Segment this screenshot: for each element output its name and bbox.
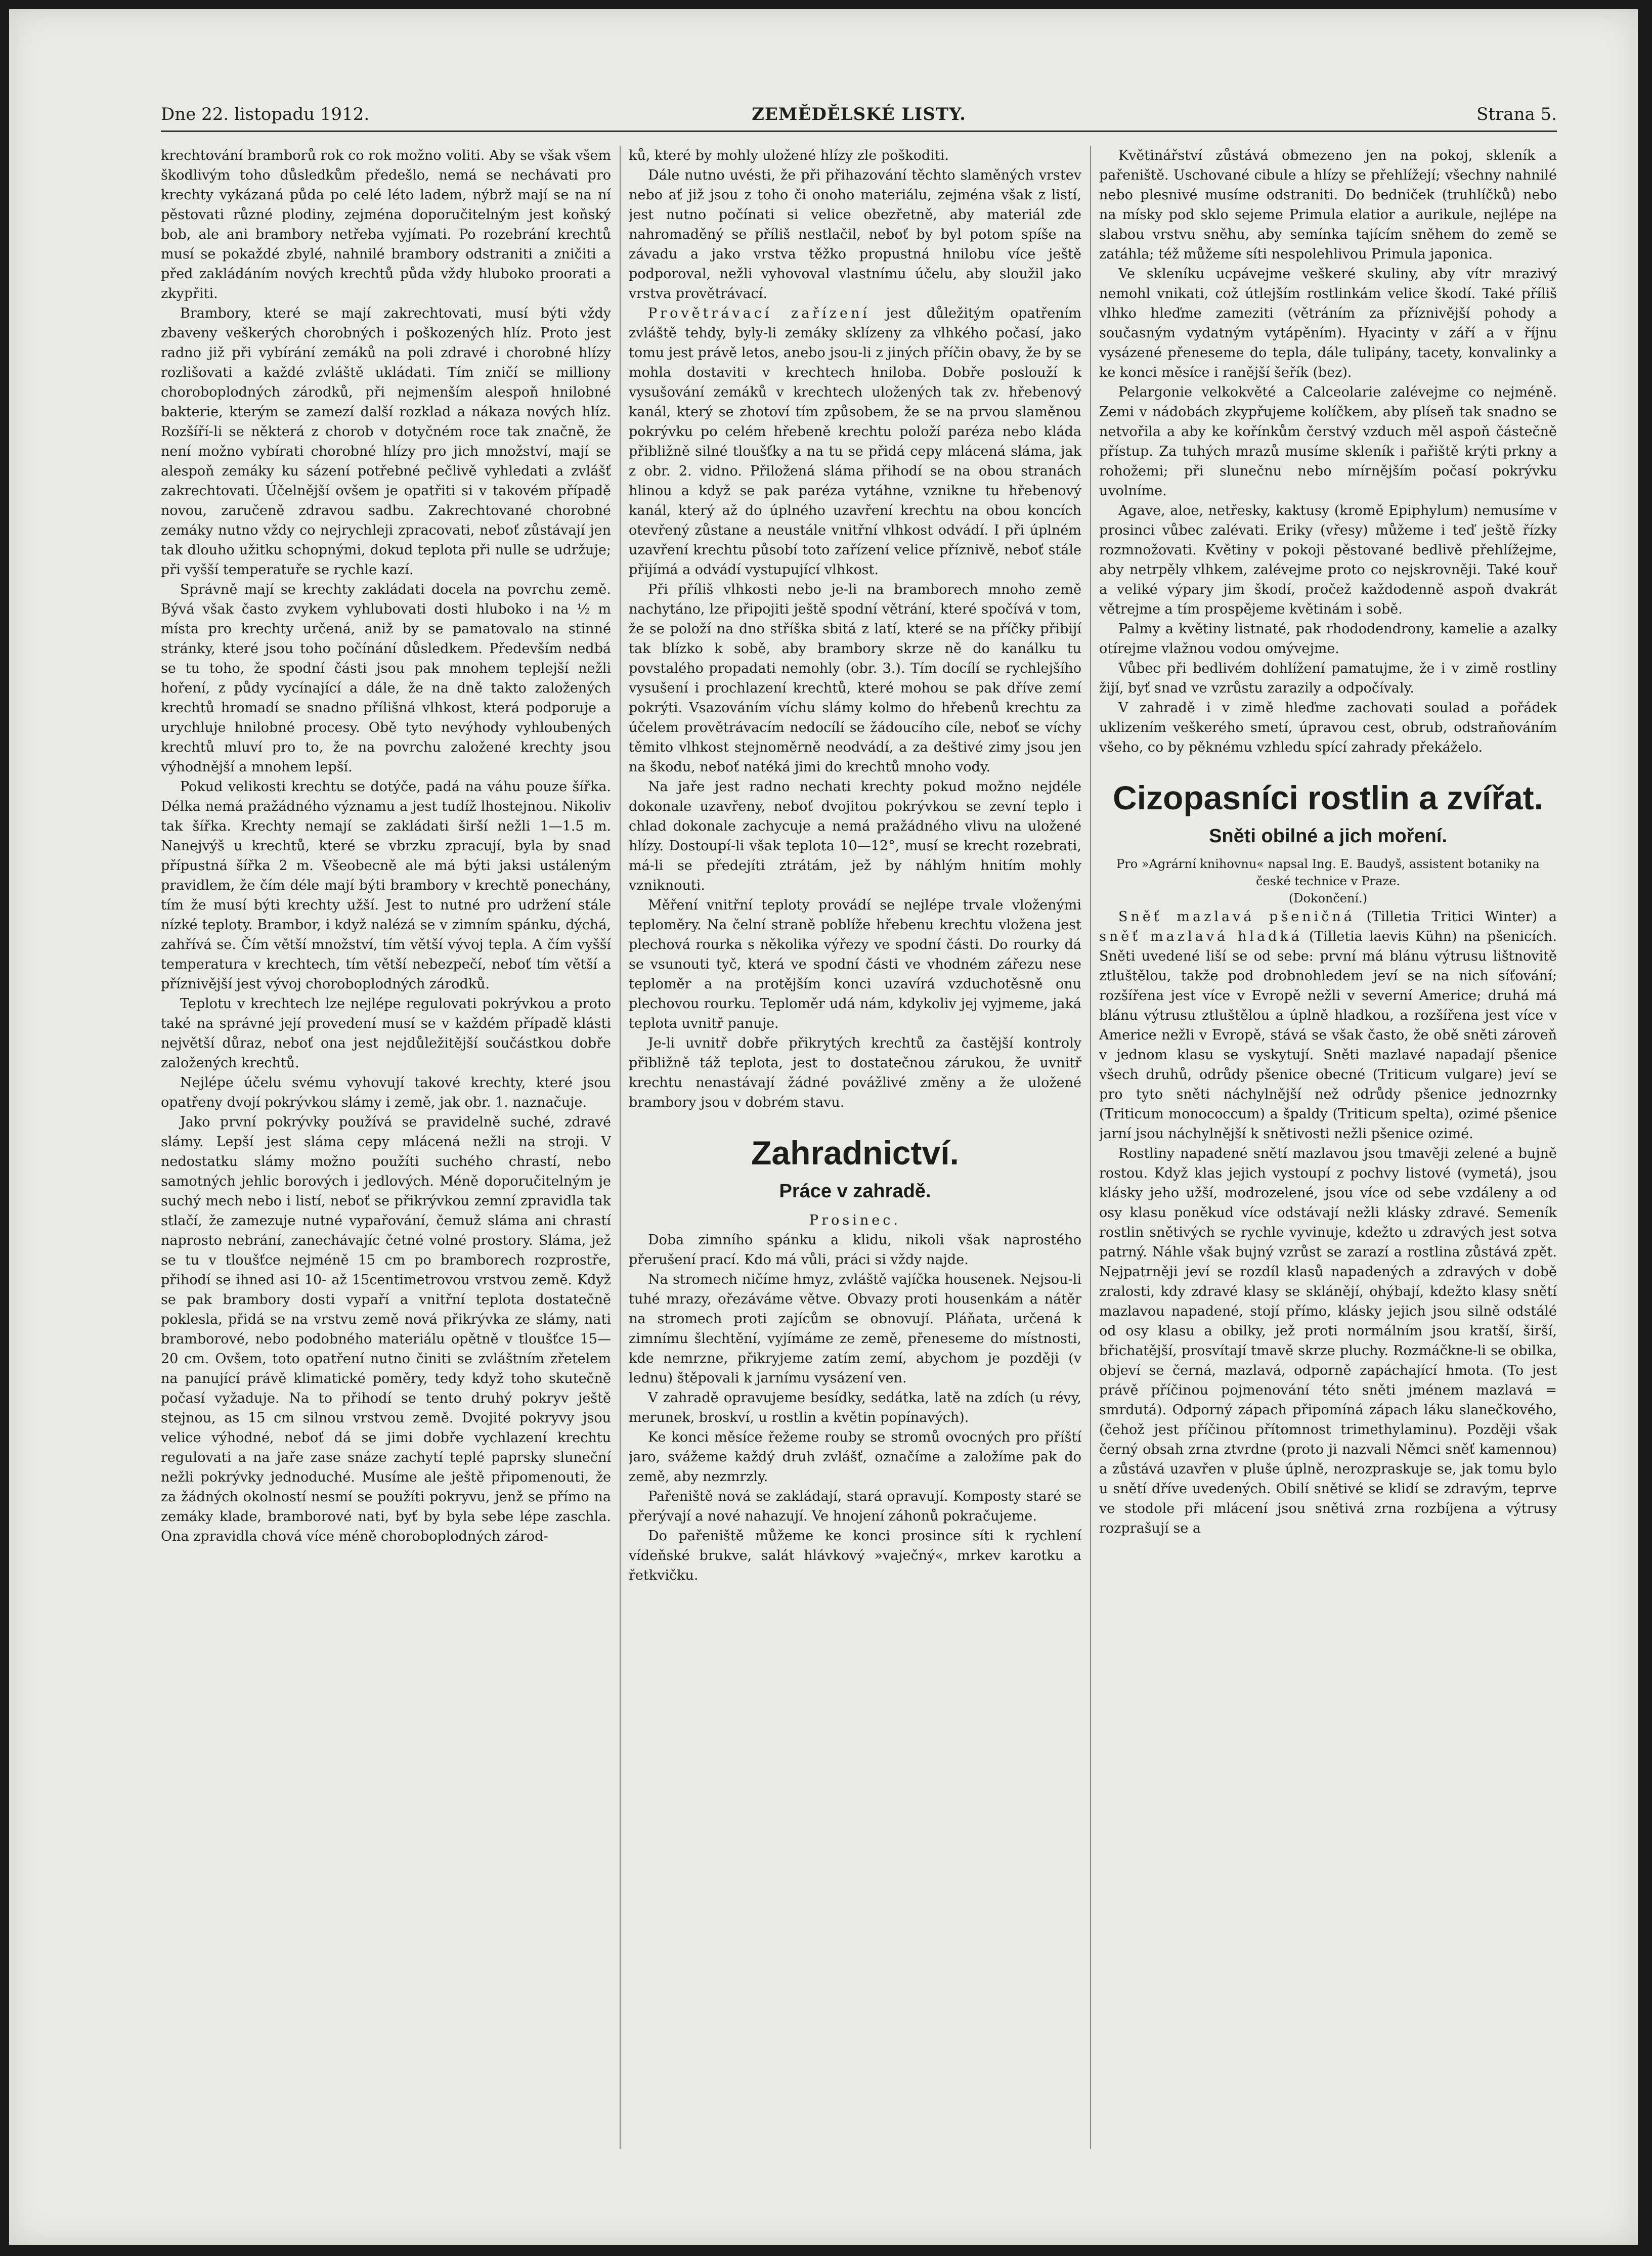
column-2 [629, 146, 1081, 2149]
article-paragraph: Je-li uvnitř dobře přikrytých krechtů za častější kontroly přibližně táž teplota, jest to dostatečnou zárukou, že uvnitř krechtu nenastávají žádné povážlivé změny a že uložené brambory jsou v dobrém stavu. [629, 1035, 1081, 1110]
article-paragraph: Agave, aloe, netřesky, kaktusy (kromě Epiphylum) nemusíme v prosinci vůbec zalévati. Eriky (vřesy) můžeme i teď ještě řízky rozmnožovati. Květiny v pokoji pěstované bedlivě přehlížejme, aby netrpěly vlhkem, zalévejme proto co nejskrovněji. Také kouř a veliké výpary jim škodí, pročež každodenně aspoň dvakrát větrejme a tím prospějeme květinám i sobě. [1099, 503, 1557, 617]
article-paragraph: Brambory, které se mají zakrechtovati, musí býti vždy zbaveny veškerých chorobných i poškozených hlíz. Proto jest radno již při vybírání zemáků na poli zdravé i chorobné hlízy rozlišovati a každé zvláště ukládati. Tím zničí se milliony choroboplodných zárodků, při nejmenším alespoň hnilobné bakterie, kterým se zamezí další rozklad a nákaza nových hlíz. Rozšíří-li se některá z chorob v dotyčném roce tak značně, že není možno vybírati chorobné hlízy pro jich množství, mají se alespoň zemáky ku sázení potřebné pečlivě vyhledati a zvlášť zakrechtovati. Účelnější ovšem je opatřiti si v takovém případě novou, zaručeně zdravou sadbu. Zakrechtované chorobné zemáky nutno vždy co nejrychleji zpracovati, neboť zůstávají jen tak dlouho užitku schopnými, dokud teplota při nulle se udržuje; při vyšší temperatuře se rychle kazí. [161, 306, 611, 578]
emphasis-term: sněť mazlavá hladká [1099, 929, 1302, 944]
paragraph-text: jest důležitým opatřením zvláště tehdy, byly-li zemáky sklízeny za vlhkého počasí, jako tomu jest právě letos, anebo jsou-li z jiných příčin obavy, že by se mohla dostaviti v krechtech hniloba. Dobře poslouží k vysušování zemáků v krechtech uložených tak zv. hřebenový kanál, který se zhotoví tím způsobem, že se na prvou slaměnou pokrývku po celém hřebeně krechtu položí paréza nebo kláda přibližně silné tloušťky a na tu se přidá cepy mlácená sláma, jak z obr. 2. vidno. Přiložená sláma přihodí se na obou stranách hlinou a když se pak paréza vytáhne, vznikne tu hřebenový kanál, který až do úplného uzavření krechtu na obou koncích otevřený zůstane a neustále vnitřní vlhkost odvádí. I při úplném uzavření krechtu působí toto zařízení velice příznivě, neboť stále přijímá a odvádí vystupující vlhkost. [629, 306, 1081, 578]
newspaper-page [9, 9, 1638, 2245]
article-paragraph: V zahradě opravujeme besídky, sedátka, latě na zdích (u révy, merunek, broskví, u rostlin a květin popínavých). [629, 1390, 1081, 1425]
article-paragraph: Správně mají se krechty zakládati docela na povrchu země. Bývá však často zvykem vyhlubovati dosti hluboko i na ½ m místa pro krechty určená, aniž by se pamatovalo na stinné stránky, které jsou toho počínání důsledkem. Především nedbá se tu toho, že spodní části jsou pak mnohem teplejší nežli hoření, z půdy vycínající a dále, že na dně takto založených krechtů hromadí se snadno přílišná vlhkost, která podporuje a urychluje hnilobné procesy. Obě tyto nevýhody vyhloubených krechtů mluví pro to, že na povrchu založené krechty jsou výhodnější a mnohem lepší. [161, 582, 611, 775]
article-paragraph [629, 303, 1081, 580]
column-divider [620, 146, 621, 2149]
article-paragraph: Doba zimního spánku a klidu, nikoli však naprostého přerušení prací. Kdo má vůli, práci si vždy najde. [629, 1232, 1081, 1268]
article-paragraph: Pařeniště nová se zakládají, stará opravují. Komposty staré se přerývají a nové nahazují. Ve hnojení záhonů pokračujeme. [629, 1489, 1081, 1524]
article-paragraph: Rostliny napadené snětí mazlavou jsou tmavěji zelené a bujně rostou. Když klas jejich vystoupí z pochvy listové (vymetá), jsou klásky jeho užší, modrozelené, jsou více od sebe vzdáleny a od osy klasu poněkud více odstávají nežli klásky zdravé. Semeník rostlin snětivých se rychle vyvinuje, kdežto u zdravých jest sotva patrný. Náhle však bujný vzrůst se zarazí a rostlina zůstává zpět. Nejpatrněji jeví se rozdíl klasů napadených a zdravých v době zralosti, kdy zdravé klasy se sklánějí, ohýbají, kdežto klasy snětí mazlavou napadené, stojí přímo, klásky jejich jsou silně odstálé od osy klasu a obilky, jež proti normálním jsou kratší, širší, břichatější, prosvítají tmavě skrze pluchy. Rozmáčkne-li se obilka, objeví se černá, mazlavá, odporně zapáchající hmota. (To jest právě příčinou pojmenování této sněti jménem mazlavá = smrdutá). Odporný zápach připomíná zápach láku slanečkového, (čehož jest příčinou přítomnost trimethylaminu). Později však černý obsah zrna ztvrdne (proto ji nazvali Němci sněť kamennou) a zůstává uzavřen v pluše úplně, nerozpraskuje se, jak tomu bylo u snětí dříve uvedených. Obilí snětivé se klidí se zdravým, teprve ve stodole při mlácení jsou snětivá zrna rozbíjena a výtrusy rozprašují se a [1099, 1146, 1557, 1536]
article-paragraph: Na jaře jest radno nechati krechty pokud možno nejdéle dokonale uzavřeny, neboť dvojitou pokrývkou se zevní teplo i chlad dokonale zachycuje a nemá pražádného vlivu na uložené hlízy. Dostoupí-li však teplota 10—12°, musí se krecht rozebrati, má-li se předejíti ztrátám, jež by náhlým hnitím mohly vzniknouti. [629, 779, 1081, 893]
article-paragraph: V zahradě i v zimě hleďme zachovati soulad a pořádek uklizením veškerého smetí, úpravou cest, obrub, odstraňováním všeho, co by pěknému vzhledu spící zahrady překáželo. [1099, 700, 1557, 755]
section-title: Zahradnictví. [751, 1134, 959, 1172]
article-paragraph: ků, které by mohly uložené hlízy zle poškoditi. [629, 148, 949, 163]
article-paragraph: Do pařeniště můžeme ke konci prosince síti k rychlení vídeňské brukve, salát hlávkový »vaječný«, mrkev karotku a řetkvičku. [629, 1528, 1081, 1583]
page-number: Strana 5. [1476, 104, 1557, 124]
paragraph-text: (Tilletia laevis Kühn) na pšenicích. Sněti uvedené liší se od sebe: první má blánu výtrusu lištnovitě ztluštělou, takže pod drobnohledem jeví se na nich síťování; rozšířena jest více v Evropě nežli v severní Americe; druhá má blánu výtrusu ztluštělou a úplně hladkou, a rozšířena jest více v Americe nežli v Evropě, stává se však často, že obě sněti zároveň v jednom klasu se vyskytují. Sněti mazlavé napadají pšenice všech druhů, odrůdy pšenice obecné (Triticum vulgare) jeví se pro tyto sněti náchylnější než odrůdy pšenice jednozrnky (Triticum monococcum) a špaldy (Triticum spelta), ozimé pšenice jarní jsou náchylnější k snětivosti nežli pšenice ozimé. [1099, 929, 1557, 1142]
section-subtitle: Práce v zahradě. [779, 1181, 931, 1202]
article-paragraph: Pokud velikosti krechtu se dotýče, padá na váhu pouze šířka. Délka nemá pražádného významu a jest tudíž lhostejnou. Nikoliv tak šířka. Krechty nemají se zakládati širší nežli 1—1.5 m. Nanejvýš u krechtů, které se vbrzku zpracují, byla by snad přípustná šířka 2 m. Všeobecně ale má býti jaksi ustáleným pravidlem, že čím déle mají býti brambory v krechtě ponechány, tím že musí býti krechty užší. Jest to nutné pro udržení stále nízké teploty. Brambor, i když nalézá se v zimním spánku, dýchá, zahřívá se. Čím větší množství, tím větší vývoj tepla. A čím vyšší temperatura v krechtech, tím větší nebezpečí, neboť tím větší a příznivější jest vývoj choroboplodných zárodků. [161, 779, 611, 992]
column-divider [1090, 146, 1091, 2149]
column-3 [1099, 146, 1557, 2149]
page-header [161, 100, 1557, 132]
article-paragraph: Vůbec při bedlivém dohlížení pamatujme, že i v zimě rostliny žijí, byť snad ve vzrůstu zarazily a odpočívaly. [1099, 661, 1557, 696]
byline: Pro »Agrární knihovnu« napsal Ing. E. Baudyš, assistent botaniky na české technice v Praze. [1116, 857, 1540, 888]
article-paragraph: Ve skleníku ucpávejme veškeré skuliny, aby vítr mrazivý nemohl vnikati, což útlejším rostlinkám velice škodí. Také příliš vlhko hleďme zameziti (větráním za příznivější pohody a současným vydatným vytápěním). Hyacinty v září a v říjnu vysázené přeneseme do tepla, dále tulipány, tacety, konvalinky a ke konci měsíce i ranější šeřík (bez). [1099, 266, 1557, 380]
column-1 [161, 146, 611, 2149]
article-paragraph: Na stromech ničíme hmyz, zvláště vajíčka housenek. Nejsou-li tuhé mrazy, ořezáváme větve. Obvazy proti housenkám a nátěr na stromech proti zajícům se obnovují. Pláňata, určená k zimnímu šlechtění, vyjímáme ze země, přeneseme do místnosti, kde nemrzne, přikryjeme zatím zemí, abychom je později (v lednu) štěpovali k jarnímu vysázení ven. [629, 1272, 1081, 1386]
paragraph-text: (Tilletia Tritici Winter) a [1355, 909, 1557, 925]
section-subtitle: Sněti obilné a jich moření. [1209, 826, 1447, 847]
article-paragraph: Při příliš vlhkosti nebo je-li na bramborech mnoho země nachytáno, lze připojiti ještě spodní větrání, které spočívá v tom, že se položí na dno stříška sbitá z latí, které se na příčky přibijí tak blízko k sobě, aby brambory skrze ně do kanálku tu povstalého propadati nemohly (obr. 3.). Tím docílí se rychlejšího vysušení i prochlazení krechtů, které mohou se pak dříve zemí pokrýti. Vsazováním víchu slámy kolmo do hřebenů krechtu za účelem provětrávacím nedocílí se žádoucího cíle, neboť se víchy těmito vlhkost stejnoměrně neodvádí, a za deštivé zimy jsou jen na škodu, neboť natéká jimi do krechtů mnoho vody. [629, 582, 1081, 775]
emphasis-term: Sněť mazlavá pšeničná [1118, 909, 1355, 925]
month-heading: Prosinec. [809, 1212, 901, 1228]
emphasis-term: Provětrávací zařízení [648, 306, 870, 321]
article-paragraph: Květinářství zůstává obmezeno jen na pokoj, skleník a pařeniště. Uschované cibule a hlízy se přehlížejí; všechny nahnilé nebo plesnivé musíme odstraniti. Do bedniček (truhlíčků) nebo na mísky pod sklo sejeme Primula elatior a aurikule, nejlépe na slabou vrstvu sněhu, aby semínka tajícím sněhem do země se zatáhla; též můžeme síti nespolehlivou Primula japonica. [1099, 148, 1557, 262]
article-paragraph: Pelargonie velkokvěté a Calceolarie zalévejme co nejméně. Zemi v nádobách zkypřujeme kolíčkem, aby plíseň tak snadno se netvořila a aby ke kořínkům čerstvý vzduch měl aspoň částečně přístup. Za tuhých mrazů musíme skleník i pařiště krýti prkny a rohožemi; při slunečnu nebo mírnějším počasí pokrývku uvolníme. [1099, 384, 1557, 499]
article-paragraph: Nejlépe účelu svému vyhovují takové krechty, které jsou opatřeny dvojí pokrývkou slámy i země, jak obr. 1. naznačuje. [161, 1075, 611, 1110]
journal-title: ZEMĚDĚLSKÉ LISTY. [752, 104, 966, 124]
article-paragraph: Teplotu v krechtech lze nejlépe regulovati pokrývkou a proto také na správné její provedení musí se v každém případě klásti největší důraz, neboť ona jest nejdůležitější součástkou dobře založených krechtů. [161, 996, 611, 1071]
article-paragraph: Jako první pokrývky používá se pravidelně suché, zdravé slámy. Lepší jest sláma cepy mlácená nežli na stroji. V nedostatku slámy možno použíti suchého chrastí, nebo samotných jehlic borových i jedlových. Méně doporučitelným je suchý mech nebo i listí, neboť se přikrývkou zemní zpravidla tak stlačí, že zamezuje nutné vypařování, čemuž sláma ani chrastí naprosto nebrání, zanechávajíc četné volné prostory. Sláma, jež se tu v tloušťce nejméně 15 cm po bramborech rozprostře, přihodí se ihned asi 10- až 15centimetrovou vrstvou země. Když se pak brambory dosti vypaří a vnitřní teplota dostatečně poklesla, přidá se na vrstvu země nová přikrývka ze slámy, nati bramborové, nebo podobného materiálu opětně v tloušťce 15—20 cm. Ovšem, toto opatření nutno činiti se zvláštním zřetelem na panující právě klimatické poměry, tedy když toho skutečně počasí vyžaduje. Na to přihodí se tento druhý pokryv ještě stejnou, as 15 cm silnou vrstvou země. Dvojité pokryvy jsou velice výhodné, neboť dá se jimi dobře vychlazení krechtu regulovati a na jaře zase snáze zachytí teplé paprsky sluneční nežli pokrývky jednoduché. Musíme ale ještě připomenouti, že za žádných okolností nesmí se použíti pokryvu, jenž se přímo na zemáky klade, bramborové nati, byť by byla sebe lépe zaschla. Ona zpravidla chová více méně choroboplodných zárod- [161, 1114, 611, 1544]
article-paragraph: Ke konci měsíce řežeme rouby se stromů ovocných pro příští jaro, svážeme každý druh zvlášť, označíme a založíme pak do země, aby nezmrzly. [629, 1429, 1081, 1485]
article-paragraph: Měření vnitřní teploty provádí se nejlépe trvale vloženými teploměry. Na čelní straně poblíže hřebenu krechtu vložena jest plechová rourka s několika výřezy ve spodní části. Do rourky dá se vsunouti tyč, která ve spodní části ve vhodném zářezu nese teploměr a na protějším konci uzavírá vzduchotěsně onu plechovou rourku. Teploměr udá nám, kdykoliv jej vyjmeme, jaká teplota uvnitř panuje. [629, 897, 1081, 1031]
section-title: Cizopasníci rostlin a zvířat. [1113, 779, 1543, 816]
article-paragraph: Palmy a květiny listnaté, pak rhododendrony, kamelie a azalky otírejme vlažnou vodou omývejme. [1099, 621, 1557, 657]
continuation-note: (Dokončení.) [1288, 891, 1368, 905]
article-paragraph [1099, 907, 1557, 1144]
article-paragraph: krechtování bramborů rok co rok možno voliti. Aby se však všem škodlivým toho důsledkům předešlo, nemá se nechávati pro krechty vykázaná půda po celé léto ladem, nýbrž mají se na ní pěstovati různé plodiny, zejména doporučitelným jest koňský bob, ale ani brambory netřeba vyjímati. Po rozebrání krechtů musí se pokaždé zbylé, nahnilé brambory odstraniti a zničiti a před zakládáním nových krechtů půda vždy hluboko proorati a zkypřiti. [161, 148, 611, 301]
issue-date: Dne 22. listopadu 1912. [161, 104, 370, 124]
article-paragraph: Dále nutno uvésti, že při přihazování těchto slaměných vrstev nebo ať již jsou z toho či onoho materiálu, zejména však z listí, jest nutno počínati si velice obezřetně, aby materiál zde nahromaděný se příliš nestlačil, neboť by byl potom spíše na závadu a jako vrstva těžko propustná hnilobu více ještě podporoval, nežli vyhovoval vlastnímu účelu, aby sloužil jako vrstva provětrávací. [629, 167, 1081, 301]
